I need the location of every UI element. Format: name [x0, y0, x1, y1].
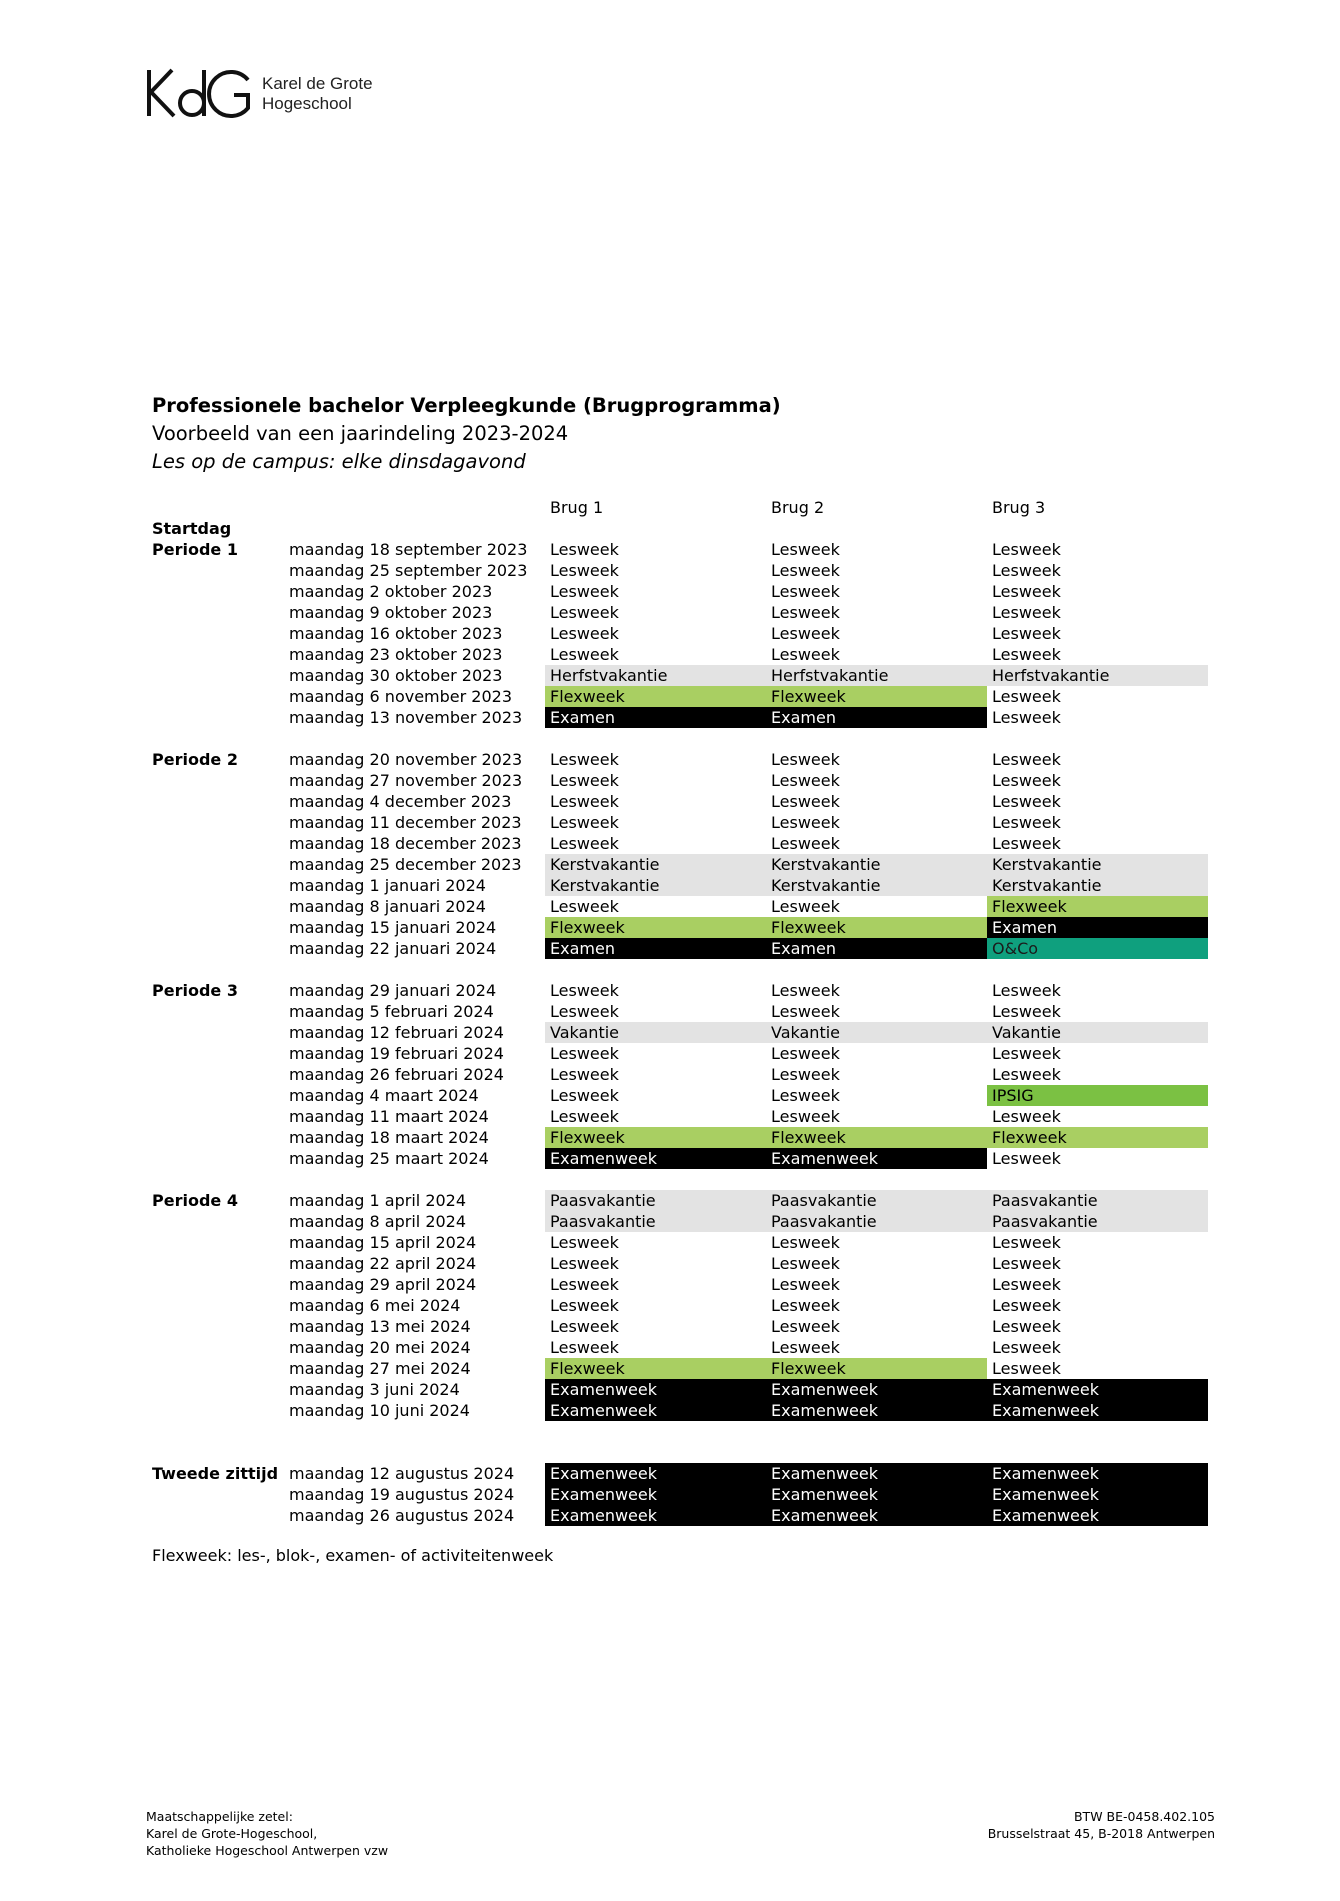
week-type-cell: Kerstvakantie [766, 854, 987, 875]
week-type-cell: Vakantie [987, 1022, 1208, 1043]
week-type-cell: Kerstvakantie [545, 854, 766, 875]
footer-left-line: Katholieke Hogeschool Antwerpen vzw [146, 1843, 389, 1858]
footer-left-line: Karel de Grote-Hogeschool, [146, 1826, 318, 1841]
week-type-cell: Paasvakantie [545, 1190, 766, 1211]
week-type-cell: Lesweek [771, 771, 840, 790]
week-type-cell: Examenweek [987, 1484, 1208, 1505]
table-row [152, 1043, 1212, 1064]
date-cell: maandag 5 februari 2024 [289, 1002, 494, 1021]
table-row [152, 602, 1212, 623]
week-type-cell: Kerstvakantie [987, 854, 1208, 875]
section-label: Periode 2 [152, 750, 238, 769]
table-row [152, 1211, 1212, 1232]
date-cell: maandag 6 november 2023 [289, 687, 513, 706]
date-cell: maandag 8 april 2024 [289, 1212, 467, 1231]
footer-right-line: Brusselstraat 45, B-2018 Antwerpen [987, 1826, 1215, 1841]
table-row [152, 812, 1212, 833]
date-cell: maandag 29 januari 2024 [289, 981, 497, 1000]
week-type-cell: Examenweek [766, 1148, 987, 1169]
week-type-cell: Lesweek [771, 1338, 840, 1357]
footer-left [146, 1808, 388, 1859]
table-row [152, 581, 1212, 602]
date-cell: maandag 18 december 2023 [289, 834, 522, 853]
table-row [152, 875, 1212, 896]
week-type-cell: Examenweek [766, 1484, 987, 1505]
date-cell: maandag 10 juni 2024 [289, 1401, 470, 1420]
table-row [152, 1253, 1212, 1274]
date-cell: maandag 4 maart 2024 [289, 1086, 479, 1105]
week-type-cell: Lesweek [550, 1086, 619, 1105]
week-type-cell: Vakantie [545, 1022, 766, 1043]
week-type-cell: Lesweek [992, 561, 1061, 580]
schedule-section [152, 749, 1212, 959]
week-type-cell: Lesweek [550, 1338, 619, 1357]
table-row [152, 770, 1212, 791]
week-type-cell: Lesweek [771, 1086, 840, 1105]
week-type-cell: Examenweek [766, 1400, 987, 1421]
week-type-cell: Paasvakantie [987, 1211, 1208, 1232]
week-type-cell: Flexweek [545, 917, 766, 938]
date-cell: maandag 22 april 2024 [289, 1254, 477, 1273]
date-cell: maandag 11 maart 2024 [289, 1107, 489, 1126]
week-type-cell: Lesweek [550, 1065, 619, 1084]
date-cell: maandag 27 mei 2024 [289, 1359, 471, 1378]
week-type-cell: Flexweek [766, 1127, 987, 1148]
week-type-cell: Herfstvakantie [987, 665, 1208, 686]
section-spacer [152, 728, 1212, 749]
table-row [152, 1505, 1212, 1526]
footer-right-line: BTW BE-0458.402.105 [1073, 1809, 1215, 1824]
date-cell: maandag 6 mei 2024 [289, 1296, 461, 1315]
week-type-cell: Lesweek [771, 1275, 840, 1294]
week-type-cell: Lesweek [550, 750, 619, 769]
section-spacer [152, 959, 1212, 980]
kdg-logo [146, 68, 373, 120]
week-type-cell: Lesweek [771, 582, 840, 601]
week-type-cell: Examen [766, 938, 987, 959]
week-type-cell: Lesweek [550, 1233, 619, 1252]
document-heading [152, 394, 781, 474]
week-type-cell: Lesweek [771, 540, 840, 559]
week-type-cell: Flexweek [545, 1127, 766, 1148]
week-type-cell: Herfstvakantie [545, 665, 766, 686]
week-type-cell: Examen [987, 917, 1208, 938]
table-row [152, 1232, 1212, 1253]
date-cell: maandag 12 februari 2024 [289, 1023, 504, 1042]
week-type-cell: Lesweek [992, 1254, 1061, 1273]
table-row [152, 854, 1212, 875]
date-cell: maandag 1 januari 2024 [289, 876, 486, 895]
schedule-table [152, 497, 1212, 1526]
table-row [152, 1064, 1212, 1085]
table-row [152, 686, 1212, 707]
week-type-cell: Lesweek [550, 1044, 619, 1063]
week-type-cell: Lesweek [992, 1338, 1061, 1357]
footer-right [988, 1808, 1215, 1842]
week-type-cell: IPSIG [987, 1085, 1208, 1106]
week-type-cell: Lesweek [992, 792, 1061, 811]
week-type-cell: Flexweek [987, 896, 1208, 917]
date-cell: maandag 15 april 2024 [289, 1233, 477, 1252]
week-type-cell: Examenweek [987, 1463, 1208, 1484]
table-row [152, 938, 1212, 959]
date-cell: maandag 29 april 2024 [289, 1275, 477, 1294]
week-type-cell: Lesweek [771, 645, 840, 664]
week-type-cell: Lesweek [992, 1296, 1061, 1315]
week-type-cell: Lesweek [550, 1296, 619, 1315]
table-row [152, 1001, 1212, 1022]
date-cell: maandag 13 mei 2024 [289, 1317, 471, 1336]
table-row [152, 1274, 1212, 1295]
schedule-section [152, 1463, 1212, 1526]
schedule-section [152, 539, 1212, 728]
week-type-cell: Lesweek [771, 1233, 840, 1252]
kdg-logo-mark-icon [146, 68, 252, 120]
logo-line-2: Hogeschool [262, 94, 352, 113]
week-type-cell: Examenweek [766, 1505, 987, 1526]
section-spacer [152, 1421, 1212, 1463]
week-type-cell: Flexweek [766, 686, 987, 707]
week-type-cell: Lesweek [771, 603, 840, 622]
week-type-cell: Lesweek [992, 582, 1061, 601]
date-cell: maandag 9 oktober 2023 [289, 603, 493, 622]
section-label: Periode 1 [152, 540, 238, 559]
week-type-cell: Herfstvakantie [766, 665, 987, 686]
table-row [152, 1379, 1212, 1400]
week-type-cell: Lesweek [771, 624, 840, 643]
date-cell: maandag 27 november 2023 [289, 771, 523, 790]
date-cell: maandag 1 april 2024 [289, 1191, 467, 1210]
week-type-cell: Lesweek [550, 792, 619, 811]
week-type-cell: Lesweek [550, 897, 619, 916]
week-type-cell: Lesweek [550, 603, 619, 622]
table-row [152, 644, 1212, 665]
week-type-cell: Flexweek [545, 1358, 766, 1379]
column-header-row [152, 497, 1212, 518]
table-row [152, 623, 1212, 644]
table-row [152, 749, 1212, 770]
date-cell: maandag 26 februari 2024 [289, 1065, 504, 1084]
table-row [152, 1463, 1212, 1484]
date-cell: maandag 20 mei 2024 [289, 1338, 471, 1357]
week-type-cell: Lesweek [771, 1044, 840, 1063]
table-row [152, 560, 1212, 581]
week-type-cell: Flexweek [987, 1127, 1208, 1148]
week-type-cell: Lesweek [771, 1107, 840, 1126]
date-cell: maandag 25 maart 2024 [289, 1149, 489, 1168]
week-type-cell: Lesweek [992, 1317, 1061, 1336]
column-header-brug-3: Brug 3 [992, 498, 1046, 517]
date-cell: maandag 8 januari 2024 [289, 897, 486, 916]
logo-text [262, 74, 373, 114]
date-cell: maandag 2 oktober 2023 [289, 582, 493, 601]
week-type-cell: Examen [545, 938, 766, 959]
schedule-section [152, 980, 1212, 1169]
week-type-cell: Lesweek [550, 1275, 619, 1294]
column-header-brug-1: Brug 1 [550, 498, 604, 517]
week-type-cell: Lesweek [992, 1002, 1061, 1021]
week-type-cell: Lesweek [771, 1296, 840, 1315]
week-type-cell: Flexweek [545, 686, 766, 707]
week-type-cell: Lesweek [992, 750, 1061, 769]
flexweek-note: Flexweek: les-, blok-, examen- of activiteitenweek [152, 1546, 554, 1565]
date-cell: maandag 11 december 2023 [289, 813, 522, 832]
week-type-cell: Lesweek [550, 771, 619, 790]
week-type-cell: Lesweek [550, 1002, 619, 1021]
week-type-cell: Lesweek [550, 981, 619, 1000]
startdag-row [152, 518, 1212, 539]
week-type-cell: Examenweek [545, 1463, 766, 1484]
footer-left-line: Maatschappelijke zetel: [146, 1809, 293, 1824]
week-type-cell: Lesweek [992, 1149, 1061, 1168]
date-cell: maandag 15 januari 2024 [289, 918, 497, 937]
week-type-cell: Examenweek [545, 1505, 766, 1526]
week-type-cell: Lesweek [992, 1065, 1061, 1084]
week-type-cell: Vakantie [766, 1022, 987, 1043]
week-type-cell: Examenweek [766, 1379, 987, 1400]
table-row [152, 980, 1212, 1001]
week-type-cell: Examenweek [987, 1505, 1208, 1526]
week-type-cell: Kerstvakantie [545, 875, 766, 896]
table-row [152, 665, 1212, 686]
date-cell: maandag 13 november 2023 [289, 708, 523, 727]
schedule-section [152, 1190, 1212, 1421]
table-row [152, 1358, 1212, 1379]
week-type-cell: Paasvakantie [766, 1190, 987, 1211]
date-cell: maandag 30 oktober 2023 [289, 666, 503, 685]
week-type-cell: Lesweek [992, 834, 1061, 853]
table-row [152, 917, 1212, 938]
date-cell: maandag 25 september 2023 [289, 561, 528, 580]
week-type-cell: Lesweek [992, 1233, 1061, 1252]
column-header-brug-2: Brug 2 [771, 498, 825, 517]
date-cell: maandag 22 januari 2024 [289, 939, 497, 958]
table-row [152, 791, 1212, 812]
week-type-cell: Examenweek [987, 1379, 1208, 1400]
date-cell: maandag 26 augustus 2024 [289, 1506, 515, 1525]
week-type-cell: Examenweek [545, 1148, 766, 1169]
table-row [152, 1022, 1212, 1043]
table-row [152, 1337, 1212, 1358]
table-row [152, 1148, 1212, 1169]
week-type-cell: Paasvakantie [766, 1211, 987, 1232]
week-type-cell: Lesweek [771, 792, 840, 811]
week-type-cell: Examenweek [545, 1400, 766, 1421]
section-spacer [152, 1169, 1212, 1190]
section-label: Tweede zittijd [152, 1464, 279, 1483]
date-cell: maandag 16 oktober 2023 [289, 624, 503, 643]
week-type-cell: Paasvakantie [987, 1190, 1208, 1211]
week-type-cell: Lesweek [992, 687, 1061, 706]
table-row [152, 707, 1212, 728]
week-type-cell: Examenweek [545, 1379, 766, 1400]
week-type-cell: Lesweek [771, 1317, 840, 1336]
week-type-cell: Lesweek [550, 1107, 619, 1126]
date-cell: maandag 20 november 2023 [289, 750, 523, 769]
table-row [152, 1085, 1212, 1106]
table-row [152, 1400, 1212, 1421]
date-cell: maandag 18 september 2023 [289, 540, 528, 559]
table-row [152, 1127, 1212, 1148]
week-type-cell: Kerstvakantie [987, 875, 1208, 896]
week-type-cell: Lesweek [771, 981, 840, 1000]
week-type-cell: Lesweek [550, 582, 619, 601]
logo-line-1: Karel de Grote [262, 74, 373, 93]
week-type-cell: Lesweek [992, 1107, 1061, 1126]
table-row [152, 1295, 1212, 1316]
week-type-cell: Lesweek [992, 771, 1061, 790]
week-type-cell: Lesweek [771, 897, 840, 916]
week-type-cell: Examen [545, 707, 766, 728]
week-type-cell: Lesweek [771, 1065, 840, 1084]
week-type-cell: Lesweek [992, 981, 1061, 1000]
document-title: Professionele bachelor Verpleegkunde (Brugprogramma) [152, 394, 781, 417]
week-type-cell: Lesweek [771, 834, 840, 853]
week-type-cell: Lesweek [771, 813, 840, 832]
week-type-cell: Lesweek [992, 1275, 1061, 1294]
week-type-cell: Lesweek [992, 603, 1061, 622]
week-type-cell: Lesweek [550, 813, 619, 832]
week-type-cell: Lesweek [550, 561, 619, 580]
date-cell: maandag 23 oktober 2023 [289, 645, 503, 664]
table-row [152, 1190, 1212, 1211]
week-type-cell: Lesweek [992, 813, 1061, 832]
week-type-cell: Lesweek [550, 645, 619, 664]
date-cell: maandag 12 augustus 2024 [289, 1464, 515, 1483]
schedule-sections [152, 539, 1212, 1526]
week-type-cell: Lesweek [771, 1254, 840, 1273]
week-type-cell: Examenweek [766, 1463, 987, 1484]
week-type-cell: Paasvakantie [545, 1211, 766, 1232]
date-cell: maandag 18 maart 2024 [289, 1128, 489, 1147]
week-type-cell: Lesweek [771, 750, 840, 769]
week-type-cell: Flexweek [766, 1358, 987, 1379]
week-type-cell: Lesweek [992, 540, 1061, 559]
table-row [152, 1484, 1212, 1505]
week-type-cell: Examen [766, 707, 987, 728]
table-row [152, 1106, 1212, 1127]
week-type-cell: Lesweek [992, 1359, 1061, 1378]
week-type-cell: O&Co [987, 938, 1208, 959]
date-cell: maandag 3 juni 2024 [289, 1380, 460, 1399]
campus-note: Les op de campus: elke dinsdagavond [152, 450, 526, 473]
table-row [152, 896, 1212, 917]
section-label: Periode 3 [152, 981, 238, 1000]
week-type-cell: Lesweek [992, 708, 1061, 727]
date-cell: maandag 19 februari 2024 [289, 1044, 504, 1063]
date-cell: maandag 19 augustus 2024 [289, 1485, 515, 1504]
document-subtitle: Voorbeeld van een jaarindeling 2023-2024 [152, 422, 569, 445]
table-row [152, 833, 1212, 854]
week-type-cell: Lesweek [550, 540, 619, 559]
week-type-cell: Lesweek [992, 645, 1061, 664]
week-type-cell: Lesweek [771, 1002, 840, 1021]
table-row [152, 1316, 1212, 1337]
week-type-cell: Lesweek [992, 1044, 1061, 1063]
section-label: Periode 4 [152, 1191, 238, 1210]
table-row [152, 539, 1212, 560]
week-type-cell: Lesweek [550, 834, 619, 853]
week-type-cell: Lesweek [992, 624, 1061, 643]
week-type-cell: Flexweek [766, 917, 987, 938]
date-cell: maandag 25 december 2023 [289, 855, 522, 874]
week-type-cell: Lesweek [550, 624, 619, 643]
week-type-cell: Lesweek [771, 561, 840, 580]
date-cell: maandag 4 december 2023 [289, 792, 512, 811]
week-type-cell: Lesweek [550, 1254, 619, 1273]
week-type-cell: Lesweek [550, 1317, 619, 1336]
week-type-cell: Examenweek [987, 1400, 1208, 1421]
startdag-label: Startdag [152, 519, 232, 538]
week-type-cell: Kerstvakantie [766, 875, 987, 896]
week-type-cell: Examenweek [545, 1484, 766, 1505]
